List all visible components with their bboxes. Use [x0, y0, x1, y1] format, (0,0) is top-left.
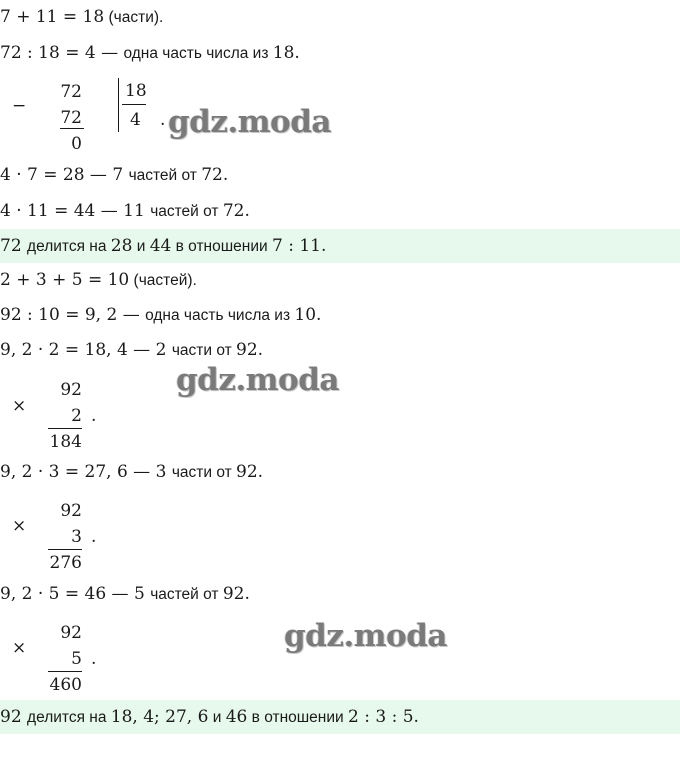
multiplier: 5 — [71, 649, 82, 669]
text: частей от — [128, 167, 202, 184]
product: 276 — [49, 553, 82, 573]
multiplier: 3 — [71, 527, 82, 547]
line-4 — [0, 200, 250, 223]
subtrahend: 72 — [60, 108, 82, 128]
times-sign: × — [12, 516, 27, 536]
product-line — [48, 549, 82, 550]
text: частей от — [150, 586, 223, 603]
line-6 — [0, 269, 197, 292]
product: 184 — [49, 432, 82, 452]
math: 4 · 11 = 44 — 11 — [0, 201, 151, 221]
math: 72. — [201, 165, 229, 185]
line-1 — [0, 6, 163, 29]
minus-sign: − — [12, 96, 27, 116]
period: . — [91, 649, 97, 669]
highlight-answer-2 — [0, 700, 680, 734]
text: части от — [171, 342, 237, 359]
multiplicand: 92 — [60, 380, 82, 400]
watermark: gdz.moda — [168, 104, 331, 140]
period: . — [91, 527, 97, 547]
math: 92. — [236, 340, 264, 360]
math: 7 : 11. — [271, 236, 327, 256]
text: одна часть числа из — [123, 45, 273, 62]
division-bar — [118, 78, 119, 132]
text: частей от — [150, 203, 223, 220]
math: 9, 2 · 2 = 18, 4 — 2 — [0, 340, 172, 360]
period: . — [91, 406, 97, 426]
period: . — [160, 110, 166, 130]
math: 92 : 10 = 9, 2 — — [0, 305, 146, 325]
product-line — [48, 428, 82, 429]
line-7 — [0, 304, 321, 327]
line-9 — [0, 461, 263, 484]
watermark: gdz.moda — [284, 618, 447, 654]
math: 92. — [236, 462, 264, 482]
highlight-answer-1 — [0, 229, 680, 263]
divisor: 18 — [125, 81, 147, 101]
remainder: 0 — [71, 134, 82, 154]
text: делится на — [27, 238, 111, 255]
math: 72 : 18 = 4 — — [0, 43, 124, 63]
math: 92. — [222, 584, 250, 604]
math: 4 · 7 = 28 — 7 — [0, 165, 129, 185]
text: одна часть числа из — [145, 307, 295, 324]
math: 46 — [225, 707, 248, 727]
math: 18. — [272, 43, 300, 63]
math: 72 — [0, 236, 28, 256]
math: 9, 2 · 3 = 27, 6 — 3 — [0, 462, 172, 482]
quotient: 4 — [130, 110, 141, 130]
math: 9, 2 · 5 = 46 — 5 — [0, 584, 151, 604]
line-3 — [0, 164, 228, 187]
product: 460 — [49, 675, 82, 695]
math: 10. — [294, 305, 322, 325]
line-8 — [0, 339, 263, 362]
math: 92 — [0, 707, 28, 727]
line-10 — [0, 583, 250, 606]
math: 28 — [110, 236, 133, 256]
line-2 — [0, 42, 300, 65]
line-11 — [0, 706, 419, 729]
line-5 — [0, 235, 326, 258]
math: 72. — [222, 201, 250, 221]
multiplicand: 92 — [60, 623, 82, 643]
text: части от — [171, 464, 237, 481]
text: и — [132, 238, 150, 255]
text: (частей). — [129, 272, 197, 289]
divisor-underline — [122, 104, 146, 105]
multiplier: 2 — [71, 406, 82, 426]
product-line — [48, 671, 82, 672]
times-sign: × — [12, 638, 27, 658]
math: 7 + 11 = 18 — [0, 7, 105, 27]
multiplicand: 92 — [60, 501, 82, 521]
math: 44 — [149, 236, 172, 256]
text: делится на — [27, 709, 111, 726]
text: (части). — [104, 9, 164, 26]
division-underline — [60, 128, 84, 129]
text: и — [208, 709, 226, 726]
watermark: gdz.moda — [176, 362, 339, 398]
math: 2 : 3 : 5. — [348, 707, 419, 727]
text: в отношении — [171, 238, 272, 255]
math: 2 + 3 + 5 = 10 — [0, 270, 130, 290]
text: в отношении — [247, 709, 348, 726]
dividend: 72 — [60, 82, 82, 102]
times-sign: × — [12, 396, 27, 416]
math: 18, 4; 27, 6 — [110, 707, 209, 727]
